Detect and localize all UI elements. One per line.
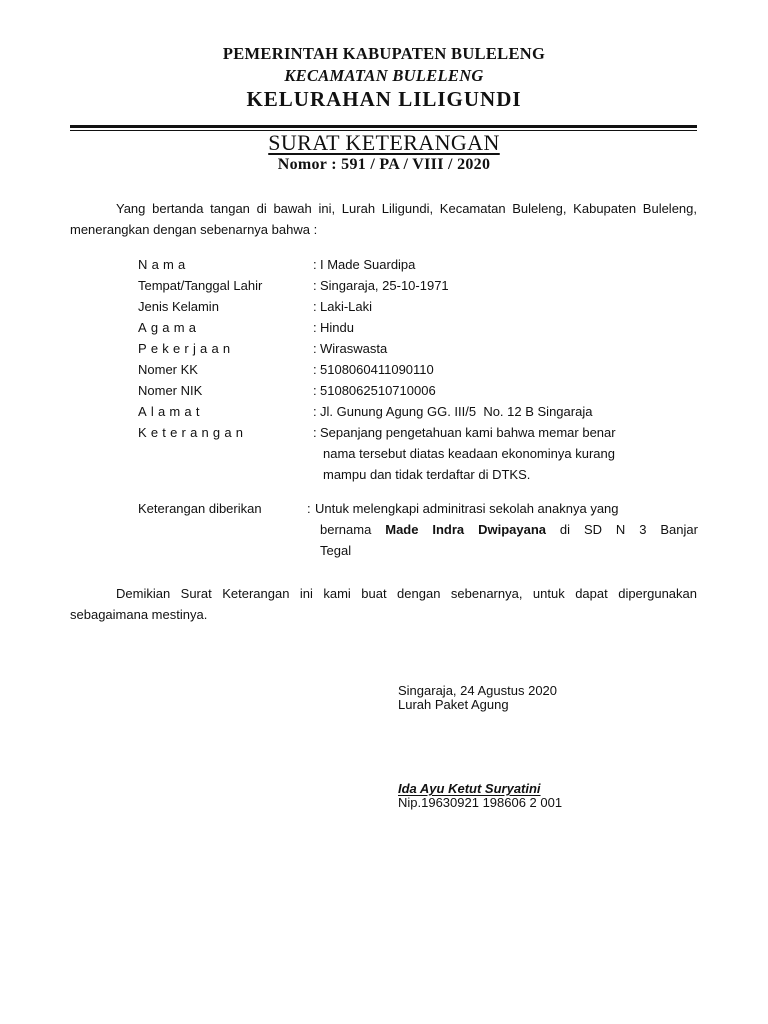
field-label: Keterangan xyxy=(138,425,248,440)
child-name: Made Indra Dwipayana xyxy=(385,522,546,537)
signature-place-date: Singaraja, 24 Agustus 2020 xyxy=(398,683,558,698)
signature-name: Ida Ayu Ketut Suryatini xyxy=(398,781,541,796)
intro-paragraph xyxy=(70,198,697,240)
header-government: PEMERINTAH KABUPATEN BULELENG xyxy=(222,44,546,63)
closing-text: Demikian Surat Keterangan ini kami buat dengan sebenarnya, untuk dapat dipergunakan sebagaimana mestinya. xyxy=(70,586,697,622)
field-value: 5108060411090110 xyxy=(320,362,434,377)
field-colon: : xyxy=(313,341,317,356)
closing-paragraph xyxy=(70,583,697,625)
field-value: Wiraswasta xyxy=(320,341,388,356)
signature-nip: Nip.19630921 198606 2 001 xyxy=(398,795,563,810)
letter-number: Nomor : 591 / PA / VIII / 2020 xyxy=(277,156,491,173)
signature-role: Lurah Paket Agung xyxy=(398,697,509,712)
field-label: Nomer NIK xyxy=(138,383,203,398)
field-colon: : xyxy=(313,278,317,293)
field-value: Laki-Laki xyxy=(320,299,373,314)
field-value: 5108062510710006 xyxy=(320,383,436,398)
field-label: Nama xyxy=(138,257,190,272)
field-label: Pekerjaan xyxy=(138,341,235,356)
field-colon: : xyxy=(307,501,311,516)
keterangan-value xyxy=(320,422,680,485)
field-colon: : xyxy=(313,299,317,314)
header-district: KECAMATAN BULELENG xyxy=(284,66,484,85)
field-colon: : xyxy=(313,320,317,335)
field-label: Tempat/Tanggal Lahir xyxy=(138,278,263,293)
field-value: Jl. Gunung Agung GG. III/5 No. 12 B Singaraja xyxy=(320,404,593,419)
header-divider-thick xyxy=(70,125,697,128)
field-colon: : xyxy=(313,362,317,377)
diberikan-line xyxy=(315,519,698,540)
field-colon: : xyxy=(313,257,317,272)
letter-title: SURAT KETERANGAN xyxy=(268,130,500,155)
field-colon: : xyxy=(313,404,317,419)
keterangan-diberikan-value xyxy=(315,498,698,561)
intro-text: Yang bertanda tangan di bawah ini, Lurah Liligundi, Kecamatan Buleleng, Kabupaten Buleleng, menerangkan dengan sebenarnya bahwa : xyxy=(70,201,697,237)
field-colon: : xyxy=(313,383,317,398)
field-label: Nomer KK xyxy=(138,362,198,377)
diberikan-line: Untuk melengkapi adminitrasi sekolah anaknya yang xyxy=(315,501,619,516)
field-value: I Made Suardipa xyxy=(320,257,416,272)
diberikan-text: di SD N 3 Banjar xyxy=(559,522,698,537)
field-label: Agama xyxy=(138,320,201,335)
header-village: KELURAHAN LILIGUNDI xyxy=(246,87,522,111)
field-label: Jenis Kelamin xyxy=(138,299,219,314)
field-value: Hindu xyxy=(320,320,354,335)
diberikan-text: bernama xyxy=(320,522,372,537)
diberikan-line: Tegal xyxy=(320,543,352,558)
keterangan-line: nama tersebut diatas keadaan ekonominya kurang xyxy=(323,446,615,461)
keterangan-line: Sepanjang pengetahuan kami bahwa memar benar xyxy=(320,425,616,440)
field-value: Singaraja, 25-10-1971 xyxy=(320,278,449,293)
keterangan-line: mampu dan tidak terdaftar di DTKS. xyxy=(323,467,531,482)
field-colon: : xyxy=(313,425,317,440)
field-label: Keterangan diberikan xyxy=(138,501,262,516)
field-label: Alamat xyxy=(138,404,204,419)
